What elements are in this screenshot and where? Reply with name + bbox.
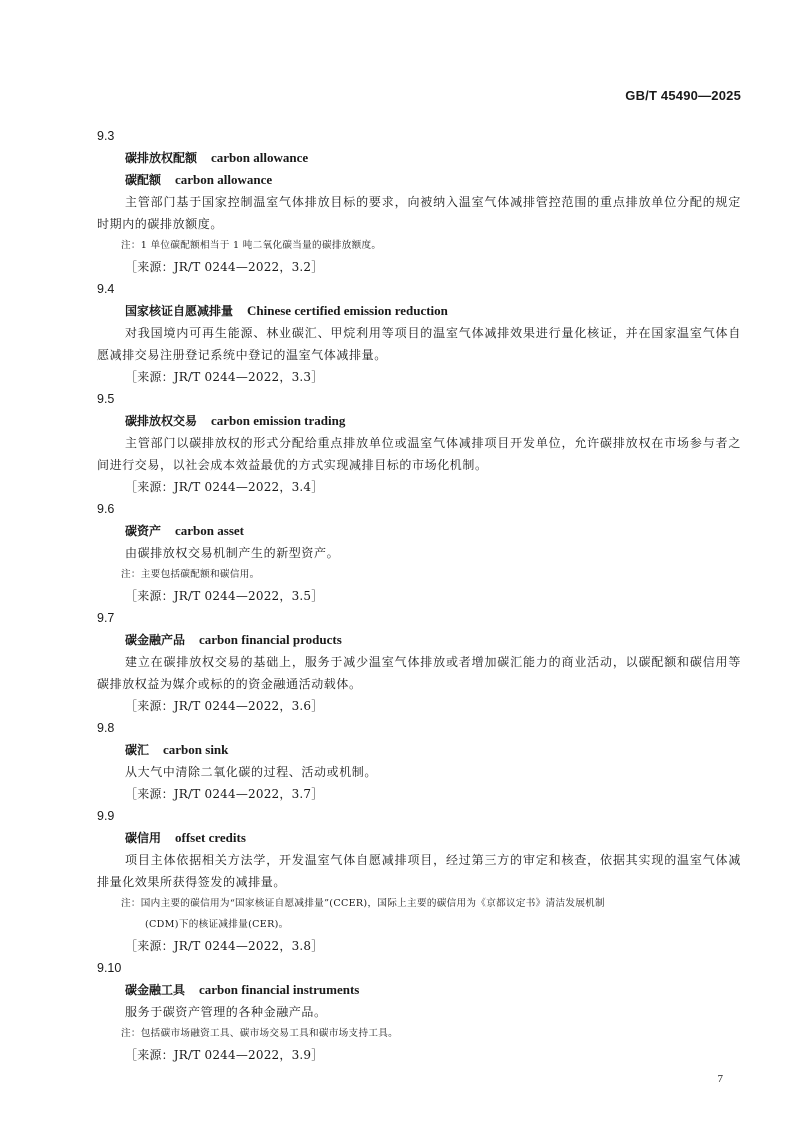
term-definition: 从大气中清除二氧化碳的过程、活动或机制。: [125, 765, 378, 779]
term-definition: 项目主体依据相关方法学，开发温室气体自愿减排项目，经过第三方的审定和核查，依据其实现的温室气体减排量化效果所获得签发的减排量。: [97, 853, 741, 889]
term-entry: [97, 278, 741, 388]
page-number: 7: [717, 1073, 723, 1085]
term-en: carbon asset: [175, 523, 244, 538]
entry-number: 9.8: [97, 721, 115, 735]
entry-number: 9.4: [97, 282, 115, 296]
entry-number: 9.9: [97, 809, 115, 823]
term-source: ［来源：JR/T 0244—2022，3.4］: [125, 480, 324, 494]
term-definition: 对我国境内可再生能源、林业碳汇、甲烷利用等项目的温室气体减排效果进行量化核证，并在国家温室气体自愿减排交易注册登记系统中登记的温室气体减排量。: [97, 326, 741, 362]
term-note-text: 注：国内主要的碳信用为“国家核证自愿减排量”(CCER)，国际上主要的碳信用为《京都议定书》清洁发展机制: [121, 898, 605, 909]
term-definition: 主管部门以碳排放权的形式分配给重点排放单位或温室气体减排项目开发单位，允许碳排放权在市场参与者之间进行交易，以社会成本效益最优的方式实现减排目标的市场化机制。: [97, 436, 741, 472]
term-line: [125, 739, 741, 761]
term-definition: 服务于碳资产管理的各种金融产品。: [125, 1005, 327, 1019]
term-note: 注：1 单位碳配额相当于 1 吨二氧化碳当量的碳排放额度。: [121, 240, 382, 251]
entry-number: 9.3: [97, 129, 115, 143]
term-zh: 碳金融产品: [125, 633, 186, 647]
term-zh: 国家核证自愿减排量: [125, 304, 234, 318]
term-line: [125, 300, 741, 322]
term-zh: 碳汇: [125, 743, 150, 757]
terms-content: [97, 125, 741, 1066]
term-note-continuation: (CDM)下的核证减排量(CER)。: [145, 919, 289, 930]
term-entry: [97, 717, 741, 805]
term-source: ［来源：JR/T 0244—2022，3.8］: [125, 939, 324, 953]
term-entry: [97, 607, 741, 717]
term-line: [125, 410, 741, 432]
term-source: ［来源：JR/T 0244—2022，3.5］: [125, 589, 324, 603]
term-source: ［来源：JR/T 0244—2022，3.3］: [125, 370, 324, 384]
term-en: carbon financial instruments: [199, 982, 360, 997]
term-zh: 碳排放权配额: [125, 151, 198, 165]
term-en: carbon allowance: [211, 150, 309, 165]
term-en: carbon emission trading: [211, 413, 346, 428]
term-entry: [97, 388, 741, 498]
term-zh: 碳信用: [125, 831, 162, 845]
term-entry: [97, 125, 741, 278]
term-en: carbon allowance: [175, 172, 273, 187]
term-line: [125, 827, 741, 849]
term-zh: 碳金融工具: [125, 983, 186, 997]
term-en: offset credits: [175, 830, 246, 845]
term-line: [125, 979, 741, 1001]
term-en: carbon sink: [163, 742, 229, 757]
term-definition: 主管部门基于国家控制温室气体排放目标的要求，向被纳入温室气体减排管控范围的重点排放单位分配的规定时期内的碳排放额度。: [97, 195, 741, 231]
term-zh: 碳配额: [125, 173, 162, 187]
term-entry: [97, 957, 741, 1066]
term-en: carbon financial products: [199, 632, 342, 647]
term-source: ［来源：JR/T 0244—2022，3.7］: [125, 787, 324, 801]
term-source: ［来源：JR/T 0244—2022，3.9］: [125, 1048, 324, 1062]
entry-number: 9.6: [97, 502, 115, 516]
term-entry: [97, 805, 741, 957]
entry-number: 9.7: [97, 611, 115, 625]
term-note: 注：主要包括碳配额和碳信用。: [121, 569, 260, 580]
term-source: ［来源：JR/T 0244—2022，3.2］: [125, 260, 324, 274]
term-note: [121, 893, 741, 935]
term-line: [125, 147, 741, 169]
standard-code-header: GB/T 45490—2025: [625, 88, 741, 103]
term-line: [125, 520, 741, 542]
term-entry: [97, 498, 741, 607]
term-definition: 由碳排放权交易机制产生的新型资产。: [125, 546, 340, 560]
term-zh: 碳排放权交易: [125, 414, 198, 428]
entry-number: 9.5: [97, 392, 115, 406]
term-note: 注：包括碳市场融资工具、碳市场交易工具和碳市场支持工具。: [121, 1028, 399, 1039]
term-source: ［来源：JR/T 0244—2022，3.6］: [125, 699, 324, 713]
term-zh: 碳资产: [125, 524, 162, 538]
term-line: [125, 169, 741, 191]
term-line: [125, 629, 741, 651]
term-definition: 建立在碳排放权交易的基础上，服务于减少温室气体排放或者增加碳汇能力的商业活动，以碳配额和碳信用等碳排放权益为媒介或标的的资金融通活动载体。: [97, 655, 741, 691]
term-en: Chinese certified emission reduction: [247, 303, 448, 318]
entry-number: 9.10: [97, 961, 122, 975]
